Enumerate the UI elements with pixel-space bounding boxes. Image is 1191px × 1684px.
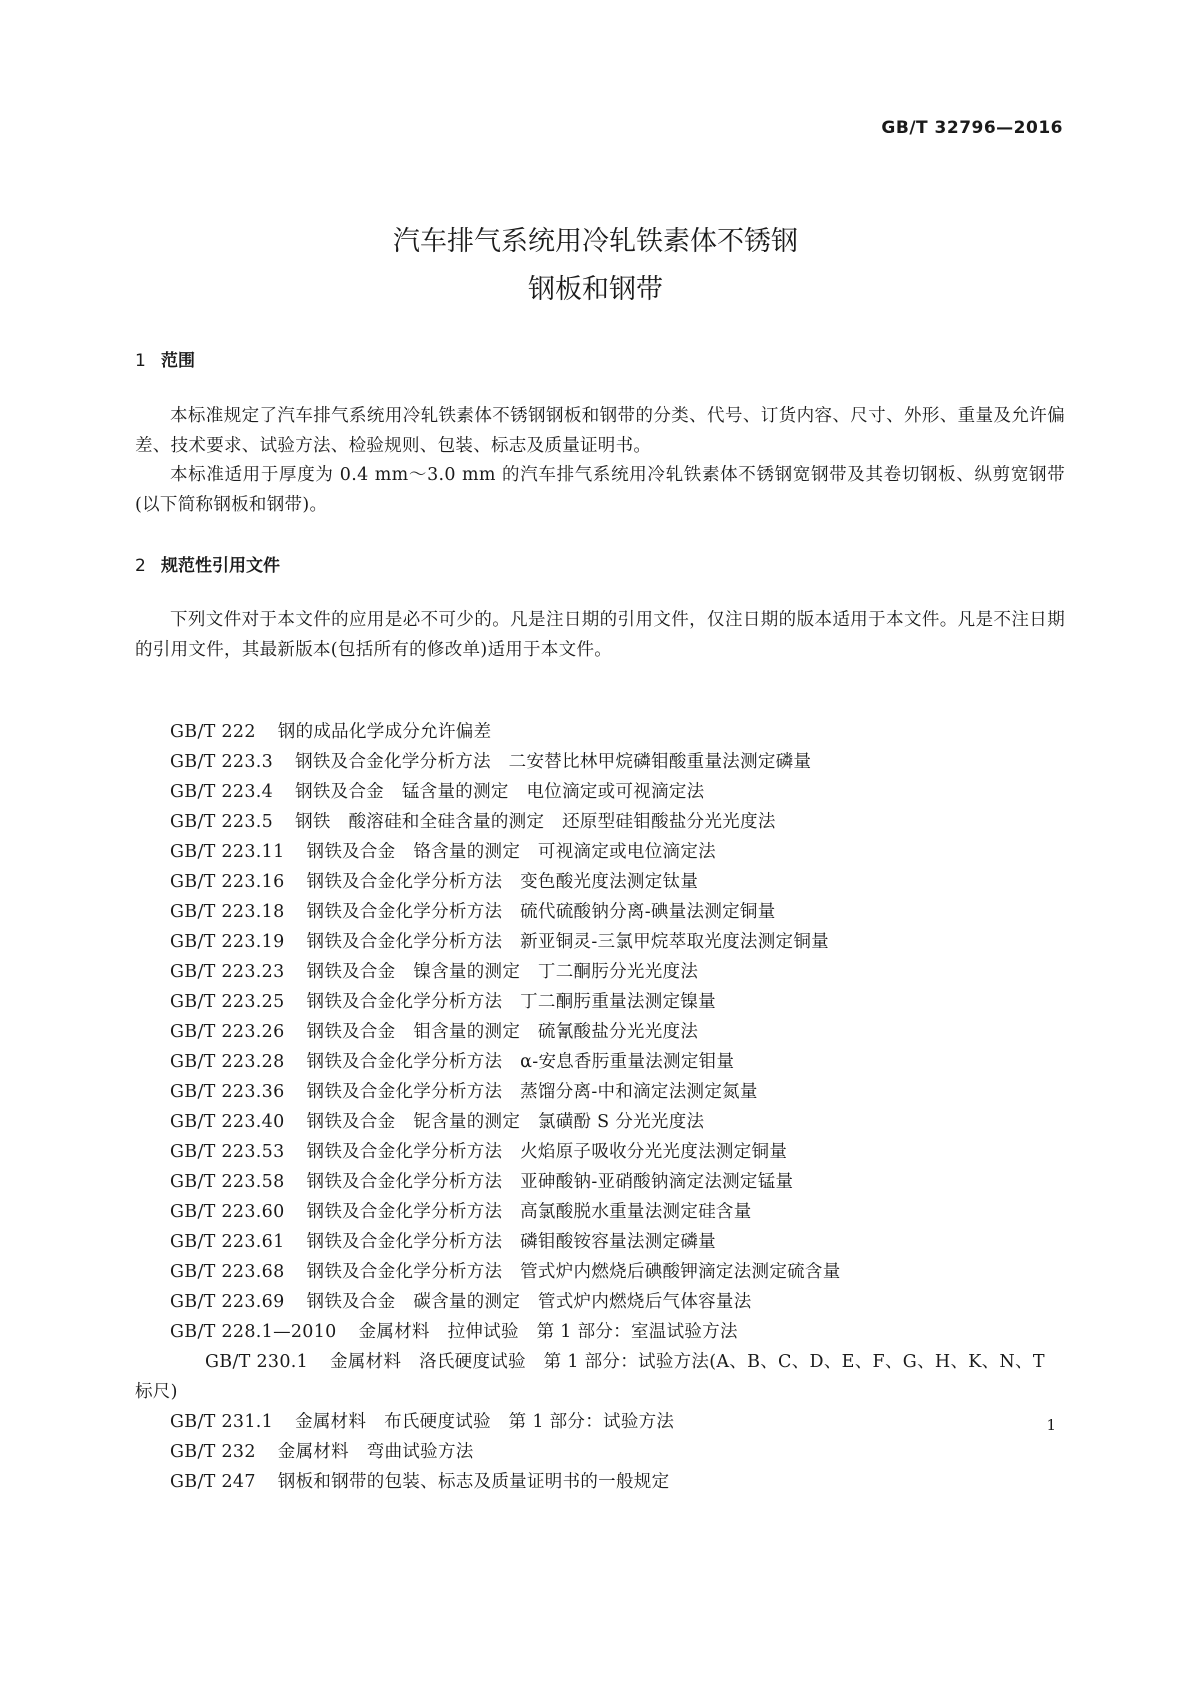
reference-item xyxy=(135,777,1065,807)
reference-code: GB/T 223.16 xyxy=(170,872,285,892)
reference-list xyxy=(135,717,1065,1497)
reference-item xyxy=(135,927,1065,957)
section-1-paragraph-2: 本标准适用于厚度为 0.4 mm～3.0 mm 的汽车排气系统用冷轧铁素体不锈钢宽钢带及其卷切钢板、纵剪宽钢带(以下简称钢板和钢带)。 xyxy=(135,465,1065,515)
reference-title: 钢铁及合金 碳含量的测定 管式炉内燃烧后气体容量法 xyxy=(306,1292,752,1312)
reference-item xyxy=(135,1257,1065,1287)
reference-title: 钢板和钢带的包装、标志及质量证明书的一般规定 xyxy=(277,1472,670,1492)
reference-item xyxy=(135,1227,1065,1257)
section-2-heading xyxy=(135,551,280,576)
reference-title: 钢铁及合金 钼含量的测定 硫氰酸盐分光光度法 xyxy=(306,1022,699,1042)
section-2-paragraph-1: 下列文件对于本文件的应用是必不可少的。凡是注日期的引用文件，仅注日期的版本适用于本文件。凡是不注日期的引用文件，其最新版本(包括所有的修改单)适用于本文件。 xyxy=(135,610,1065,660)
reference-title: 钢铁及合金 镍含量的测定 丁二酮肟分光光度法 xyxy=(306,962,699,982)
reference-item xyxy=(135,1407,1065,1437)
reference-item xyxy=(135,837,1065,867)
reference-code: GB/T 247 xyxy=(170,1472,256,1492)
reference-item xyxy=(135,1047,1065,1077)
reference-item xyxy=(135,1017,1065,1047)
reference-item xyxy=(135,987,1065,1017)
reference-code: GB/T 223.5 xyxy=(170,812,274,832)
reference-code: GB/T 223.19 xyxy=(170,932,285,952)
section-number: 1 xyxy=(135,351,146,371)
reference-item xyxy=(135,1137,1065,1167)
reference-title: 金属材料 弯曲试验方法 xyxy=(277,1442,474,1462)
reference-code: GB/T 223.61 xyxy=(170,1232,285,1252)
reference-code: GB/T 222 xyxy=(170,722,256,742)
reference-code: GB/T 223.26 xyxy=(170,1022,285,1042)
reference-title: 金属材料 布氏硬度试验 第 1 部分：试验方法 xyxy=(295,1412,675,1432)
reference-code: GB/T 230.1 xyxy=(205,1352,309,1372)
reference-code: GB/T 223.18 xyxy=(170,902,285,922)
reference-item xyxy=(135,1467,1065,1497)
reference-item xyxy=(135,717,1065,747)
reference-item xyxy=(135,1347,1065,1407)
reference-title: 钢铁及合金化学分析方法 亚砷酸钠-亚硝酸钠滴定法测定锰量 xyxy=(306,1172,794,1192)
document-title xyxy=(0,218,1191,314)
section-1-paragraph-1: 本标准规定了汽车排气系统用冷轧铁素体不锈钢钢板和钢带的分类、代号、订货内容、尺寸、外形、重量及允许偏差、技术要求、试验方法、检验规则、包装、标志及质量证明书。 xyxy=(135,406,1065,456)
reference-title: 钢铁及合金化学分析方法 α-安息香肟重量法测定钼量 xyxy=(306,1052,735,1072)
section-number: 2 xyxy=(135,556,146,576)
reference-code: GB/T 228.1—2010 xyxy=(170,1322,337,1342)
reference-title: 钢铁及合金化学分析方法 新亚铜灵-三氯甲烷萃取光度法测定铜量 xyxy=(306,932,829,952)
reference-code: GB/T 223.28 xyxy=(170,1052,285,1072)
reference-title: 钢铁及合金化学分析方法 二安替比林甲烷磷钼酸重量法测定磷量 xyxy=(295,752,812,772)
reference-item xyxy=(135,1317,1065,1347)
standard-code: GB/T 32796—2016 xyxy=(881,118,1063,138)
reference-item xyxy=(135,1077,1065,1107)
reference-code: GB/T 223.3 xyxy=(170,752,274,772)
reference-code: GB/T 223.68 xyxy=(170,1262,285,1282)
reference-code: GB/T 223.25 xyxy=(170,992,285,1012)
reference-title: 钢铁及合金 铬含量的测定 可视滴定或电位滴定法 xyxy=(306,842,716,862)
title-line-2: 钢板和钢带 xyxy=(528,274,663,305)
reference-code: GB/T 223.69 xyxy=(170,1292,285,1312)
reference-code: GB/T 223.53 xyxy=(170,1142,285,1162)
reference-title: 钢铁及合金 锰含量的测定 电位滴定或可视滴定法 xyxy=(295,782,705,802)
reference-code: GB/T 223.23 xyxy=(170,962,285,982)
reference-item xyxy=(135,1437,1065,1467)
reference-title: 钢铁及合金化学分析方法 蒸馏分离-中和滴定法测定氮量 xyxy=(306,1082,758,1102)
reference-title: 钢铁及合金化学分析方法 硫代硫酸钠分离-碘量法测定铜量 xyxy=(306,902,776,922)
reference-code: GB/T 223.11 xyxy=(170,842,285,862)
reference-item xyxy=(135,747,1065,777)
section-1-heading xyxy=(135,346,195,371)
reference-code: GB/T 232 xyxy=(170,1442,256,1462)
reference-code: GB/T 223.4 xyxy=(170,782,274,802)
reference-item xyxy=(135,1167,1065,1197)
reference-item xyxy=(135,867,1065,897)
reference-code: GB/T 223.36 xyxy=(170,1082,285,1102)
reference-title: 钢的成品化学成分允许偏差 xyxy=(277,722,492,742)
reference-title: 金属材料 洛氏硬度试验 第 1 部分：试验方法(A、B、C、D、E、F、G、H、K、N、T 标尺) xyxy=(135,1352,1045,1402)
reference-code: GB/T 223.60 xyxy=(170,1202,285,1222)
reference-code: GB/T 223.58 xyxy=(170,1172,285,1192)
title-line-1: 汽车排气系统用冷轧铁素体不锈钢 xyxy=(393,226,798,257)
reference-title: 钢铁 酸溶硅和全硅含量的测定 还原型硅钼酸盐分光光度法 xyxy=(295,812,776,832)
reference-title: 钢铁及合金化学分析方法 高氯酸脱水重量法测定硅含量 xyxy=(306,1202,752,1222)
reference-title: 金属材料 拉伸试验 第 1 部分：室温试验方法 xyxy=(358,1322,738,1342)
reference-title: 钢铁及合金化学分析方法 火焰原子吸收分光光度法测定铜量 xyxy=(306,1142,788,1162)
reference-title: 钢铁及合金化学分析方法 变色酸光度法测定钛量 xyxy=(306,872,699,892)
reference-item xyxy=(135,1197,1065,1227)
reference-item xyxy=(135,1107,1065,1137)
reference-item xyxy=(135,1287,1065,1317)
page-number: 1 xyxy=(1046,1416,1056,1434)
reference-title: 钢铁及合金 铌含量的测定 氯磺酚 S 分光光度法 xyxy=(306,1112,705,1132)
reference-item xyxy=(135,957,1065,987)
section-title: 范围 xyxy=(161,351,195,371)
reference-title: 钢铁及合金化学分析方法 管式炉内燃烧后碘酸钾滴定法测定硫含量 xyxy=(306,1262,841,1282)
reference-item xyxy=(135,807,1065,837)
reference-title: 钢铁及合金化学分析方法 丁二酮肟重量法测定镍量 xyxy=(306,992,716,1012)
reference-title: 钢铁及合金化学分析方法 磷钼酸铵容量法测定磷量 xyxy=(306,1232,716,1252)
reference-item xyxy=(135,897,1065,927)
section-title: 规范性引用文件 xyxy=(161,556,280,576)
reference-code: GB/T 231.1 xyxy=(170,1412,274,1432)
reference-code: GB/T 223.40 xyxy=(170,1112,285,1132)
